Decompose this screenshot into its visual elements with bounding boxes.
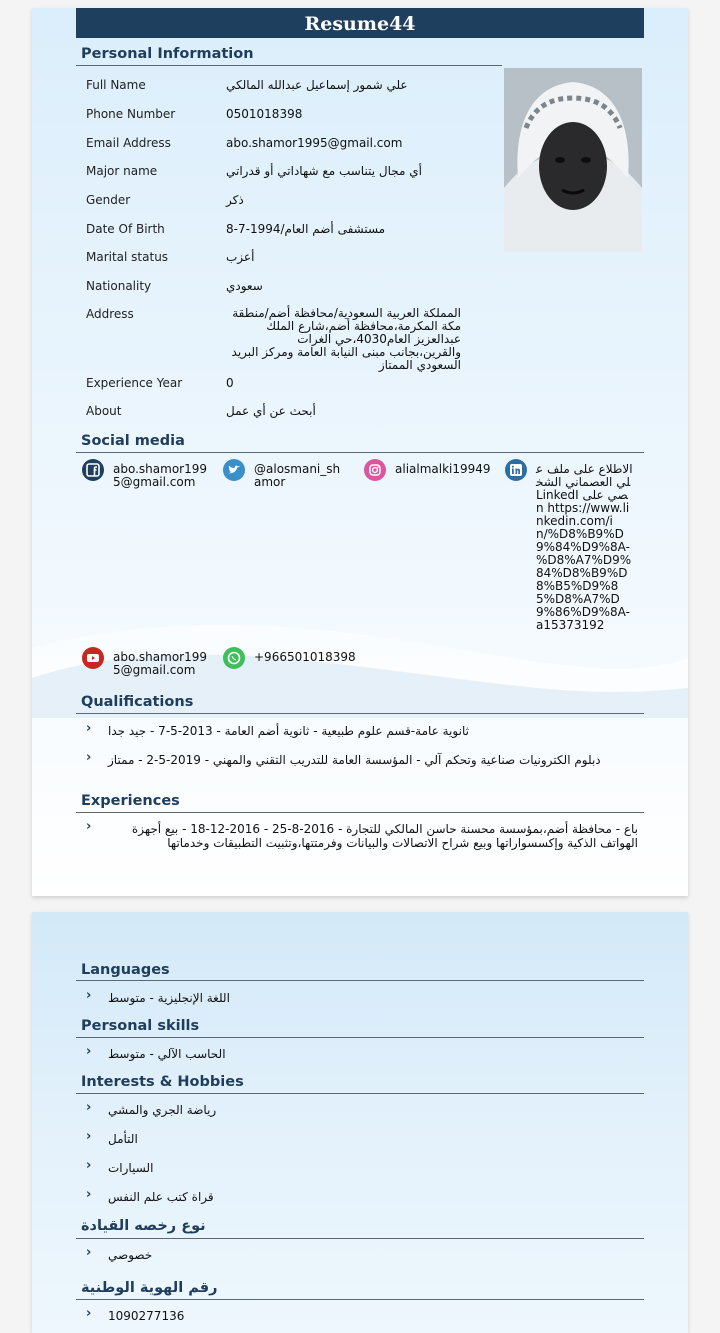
list-item xyxy=(86,1044,646,1063)
value: 0 xyxy=(226,376,234,390)
label: Experience Year xyxy=(86,376,183,390)
label: Phone Number xyxy=(86,107,176,121)
list-item xyxy=(86,1100,646,1119)
instagram-icon xyxy=(364,459,386,481)
value: 0501018398 xyxy=(226,107,303,121)
chevron-right-icon: › xyxy=(86,1187,92,1202)
section-experiences-title: Experiences xyxy=(81,793,180,809)
section-languages-title: Languages xyxy=(81,962,170,978)
skill-text: الحاسب الآلي - متوسط xyxy=(108,1047,226,1061)
list-item xyxy=(86,1129,646,1148)
hobby-text: رياضة الجري والمشي xyxy=(108,1103,217,1117)
chevron-right-icon: › xyxy=(86,1158,92,1173)
section-license-title: نوع رخصه القيادة xyxy=(81,1218,206,1234)
divider xyxy=(76,812,644,813)
label: Email Address xyxy=(86,136,171,150)
value: abo.shamor1995@gmail.com xyxy=(226,136,403,150)
divider xyxy=(76,1299,644,1300)
national-id-text: 1090277136 xyxy=(108,1309,185,1323)
label: Nationality xyxy=(86,279,152,293)
facebook-icon xyxy=(82,459,104,481)
divider xyxy=(76,65,502,66)
youtube-icon xyxy=(82,647,104,669)
chevron-right-icon: › xyxy=(86,1044,92,1059)
label: About xyxy=(86,404,122,418)
label: Date Of Birth xyxy=(86,222,165,236)
chevron-right-icon: › xyxy=(86,1306,92,1321)
resume-page-2 xyxy=(32,912,688,1333)
value: أبحث عن أي عمل xyxy=(226,404,316,418)
social-text: abo.shamor1995@gmail.com xyxy=(113,650,207,677)
label: Full Name xyxy=(86,78,146,92)
list-item xyxy=(86,1187,646,1206)
social-text: +966501018398 xyxy=(254,650,356,664)
profile-photo xyxy=(504,68,642,252)
social-text: الاطلاع على ملف علي العصماني الشخصي على LinkedIn https://www.linkedin.com/in/%D8%B9%D9%84%D9%8A-%D8%A7%D9%84%D8%B9%D8%B5%D9%85%D8%A7%D9%86%D9%8A-a15373192 xyxy=(536,462,633,632)
chevron-right-icon: › xyxy=(86,988,92,1003)
whatsapp-icon xyxy=(223,647,245,669)
chevron-right-icon: › xyxy=(86,1100,92,1115)
value: أي مجال يتناسب مع شهاداتي أو قدراتي xyxy=(226,164,422,178)
linkedin-icon xyxy=(505,459,527,481)
license-text: خصوصي xyxy=(108,1248,153,1262)
value: علي شمور إسماعيل عبدالله المالكي xyxy=(226,78,408,92)
list-item xyxy=(86,1306,646,1325)
label: Major name xyxy=(86,164,158,178)
value: المملكة العربية السعودية/محافظة أضم/منطقة مكة المكرمة،محافظة أضم،شارع الملك عبدالعزيز العام4030،حي الغرات والقرين،بجانب مبنى النيابة العامة ومركز البريد السعودي الممتاز xyxy=(231,306,461,372)
social-text: @alosmani_shamor xyxy=(254,462,341,489)
section-social-title: Social media xyxy=(81,433,185,449)
value: أعزب xyxy=(226,250,255,264)
social-text: abo.shamor1995@gmail.com xyxy=(113,462,207,489)
section-personal-title: Personal Information xyxy=(81,46,254,62)
divider xyxy=(76,1093,644,1094)
hobby-text: قراة كتب علم النفس xyxy=(108,1190,214,1204)
resume-title: Resume44 xyxy=(76,8,644,38)
qualification-text: ثانوية عامة-قسم علوم طبيعية - ثانوية أضم العامة - 2013-5-7 - جيد جدا xyxy=(108,724,469,738)
chevron-right-icon: › xyxy=(86,1129,92,1144)
chevron-right-icon: › xyxy=(86,1245,92,1260)
label: Gender xyxy=(86,193,131,207)
value: مستشفى أضم العام/1994-7-8 xyxy=(226,222,386,236)
list-item xyxy=(86,988,646,1007)
language-text: اللغة الإنجليزية - متوسط xyxy=(108,991,230,1005)
divider xyxy=(76,713,644,714)
value: ذكر xyxy=(226,193,244,207)
twitter-icon xyxy=(223,459,245,481)
value: سعودي xyxy=(226,279,263,293)
list-item xyxy=(86,1158,646,1177)
label: Address xyxy=(86,307,134,321)
section-national-id-title: رقم الهوية الوطنية xyxy=(81,1280,218,1296)
section-skills-title: Personal skills xyxy=(81,1018,200,1034)
list-item xyxy=(86,1245,646,1264)
hobby-text: السيارات xyxy=(108,1161,154,1175)
divider xyxy=(76,1037,644,1038)
chevron-right-icon: › xyxy=(86,819,92,834)
list-item xyxy=(86,819,646,852)
hobby-text: التأمل xyxy=(108,1132,138,1146)
divider xyxy=(76,452,644,453)
label: Marital status xyxy=(86,250,169,264)
list-item xyxy=(86,750,646,783)
divider xyxy=(76,1238,644,1239)
social-text: alialmalki19949 xyxy=(395,462,491,476)
experience-text: باع - محافظة أضم،بمؤسسة محسنة حاسن المالكي للتجارة - 2016-8-25 - 2016-12-18 - بيع أجهزة الهواتف الذكية وإكسسواراتها وبيع شراح الاتصالات والبيانات وفرمتتها،وتثبيت التطبيقات وخدماتها xyxy=(131,822,638,850)
list-item xyxy=(86,721,646,740)
chevron-right-icon: › xyxy=(86,750,92,765)
chevron-right-icon: › xyxy=(86,721,92,736)
section-hobbies-title: Interests & Hobbies xyxy=(81,1074,244,1090)
divider xyxy=(76,980,644,981)
qualification-text: دبلوم الكترونيات صناعية وتحكم آلي - المؤسسة العامة للتدريب التقني والمهني - 2019-5-2 - ممتاز xyxy=(108,753,601,767)
section-qualifications-title: Qualifications xyxy=(81,694,194,710)
resume-page-1 xyxy=(32,8,688,896)
